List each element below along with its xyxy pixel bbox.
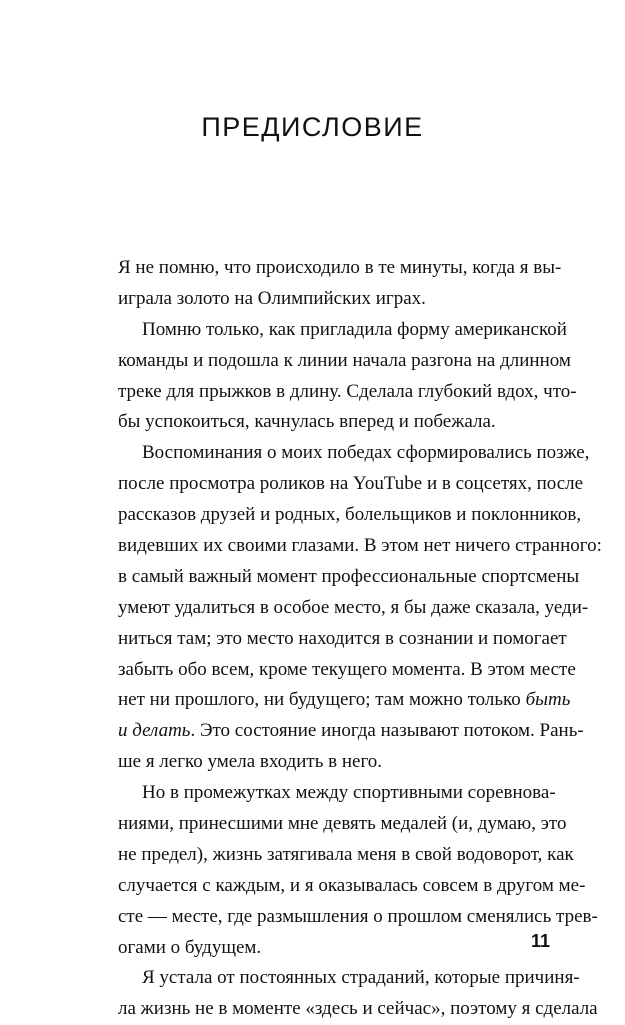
- text-line: Воспоминания о моих победах сформировались позже,: [142, 442, 590, 464]
- text-line: Помню только, как пригладила форму американской: [142, 318, 567, 340]
- text-line: видевших их своими глазами. В этом нет ничего странного:: [118, 535, 602, 557]
- text-line: ше я легко умела входить в него.: [118, 751, 383, 773]
- text-line: рассказов друзей и родных, болельщиков и поклонников,: [118, 504, 582, 526]
- text-line: не предел), жизнь затягивала меня в свой водоворот, как: [118, 843, 574, 865]
- text-line: играла золото на Олимпийских играх.: [118, 287, 426, 309]
- text-line: умеют удалиться в особое место, я бы даже сказала, уеди-: [118, 596, 589, 618]
- text-line: после просмотра роликов на YouTube и в соцсетях, после: [118, 473, 584, 495]
- text-line: команды и подошла к линии начала разгона на длинном: [118, 349, 571, 371]
- text-line-with-emphasis: [118, 716, 584, 747]
- emphasis-text: и делать: [118, 720, 191, 742]
- text-line: ниться там; это место находится в сознании и помогает: [118, 627, 567, 649]
- chapter-title: ПРЕДИСЛОВИЕ: [201, 112, 424, 142]
- text-line: огами о будущем.: [118, 936, 262, 958]
- text-line: случается с каждым, и я оказывалась совсем в другом ме-: [118, 874, 586, 896]
- page-number: 11: [530, 931, 550, 951]
- text-segment: . Это состояние иногда называют потоком. Рань-: [190, 720, 584, 742]
- text-line-with-emphasis: [118, 685, 571, 716]
- text-line: в самый важный момент профессиональные спортсмены: [118, 565, 580, 587]
- text-line: ла жизнь не в моменте «здесь и сейчас», поэтому я сделала: [118, 998, 598, 1020]
- text-segment: нет ни прошлого, ни будущего; там можно только: [118, 689, 521, 711]
- text-line: забыть обо всем, кроме текущего момента. В этом месте: [118, 658, 576, 680]
- text-line: ниями, принесшими мне девять медалей (и, думаю, это: [118, 813, 567, 835]
- text-line: бы успокоиться, качнулась вперед и побежала.: [118, 411, 496, 433]
- text-line: треке для прыжков в длину. Сделала глубокий вдох, что-: [118, 380, 577, 402]
- text-line: Я не помню, что происходило в те минуты, когда я вы-: [118, 257, 562, 278]
- text-line: сте — месте, где размышления о прошлом сменялись трев-: [118, 905, 598, 927]
- text-line: Я устала от постоянных страданий, которые причиня-: [142, 967, 580, 989]
- text-line: Но в промежутках между спортивными соревнова-: [142, 782, 556, 804]
- body-text: [118, 253, 602, 1025]
- emphasis-text: быть: [525, 689, 571, 711]
